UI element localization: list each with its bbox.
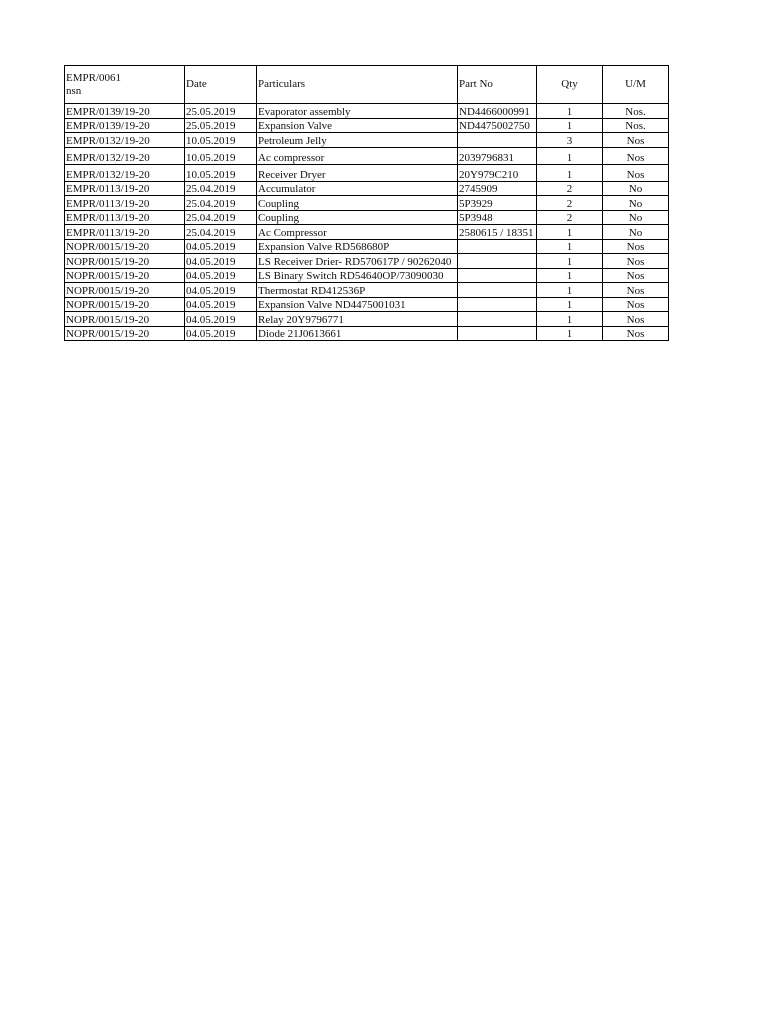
header-qty: Qty — [537, 66, 603, 104]
cell-particulars: Expansion Valve RD568680P — [257, 239, 458, 254]
cell-reference: EMPR/0113/19-20 — [65, 225, 185, 240]
cell-part-no: 5P3948 — [458, 210, 537, 225]
cell-qty: 1 — [537, 254, 603, 269]
table-row — [65, 133, 669, 148]
cell-qty: 2 — [537, 210, 603, 225]
cell-particulars: Ac compressor — [257, 147, 458, 164]
cell-date: 25.04.2019 — [185, 181, 257, 196]
cell-part-no — [458, 283, 537, 298]
cell-part-no: ND4466000991 — [458, 104, 537, 119]
cell-reference: EMPR/0113/19-20 — [65, 181, 185, 196]
cell-um: Nos. — [603, 118, 669, 133]
cell-qty: 1 — [537, 297, 603, 312]
cell-date: 25.04.2019 — [185, 196, 257, 211]
cell-particulars: Diode 21J0613661 — [257, 326, 458, 341]
header-um: U/M — [603, 66, 669, 104]
cell-date: 10.05.2019 — [185, 164, 257, 181]
cell-date: 04.05.2019 — [185, 283, 257, 298]
cell-um: Nos — [603, 312, 669, 327]
cell-reference: NOPR/0015/19-20 — [65, 283, 185, 298]
header-reference — [65, 66, 185, 104]
cell-part-no: 5P3929 — [458, 196, 537, 211]
table-row — [65, 225, 669, 240]
table-row — [65, 326, 669, 341]
cell-um: Nos — [603, 297, 669, 312]
table-header-row — [65, 66, 669, 104]
cell-date: 10.05.2019 — [185, 147, 257, 164]
table-row — [65, 118, 669, 133]
cell-date: 04.05.2019 — [185, 312, 257, 327]
table-row — [65, 254, 669, 269]
cell-particulars: Expansion Valve — [257, 118, 458, 133]
cell-um: No — [603, 181, 669, 196]
cell-part-no: 20Y979C210 — [458, 164, 537, 181]
cell-part-no: ND4475002750 — [458, 118, 537, 133]
table-row — [65, 312, 669, 327]
cell-um: Nos — [603, 239, 669, 254]
table-row — [65, 181, 669, 196]
table-row — [65, 147, 669, 164]
cell-um: No — [603, 210, 669, 225]
cell-reference: EMPR/0139/19-20 — [65, 118, 185, 133]
cell-reference: NOPR/0015/19-20 — [65, 297, 185, 312]
cell-qty: 1 — [537, 225, 603, 240]
cell-qty: 1 — [537, 283, 603, 298]
cell-reference: NOPR/0015/19-20 — [65, 326, 185, 341]
cell-date: 10.05.2019 — [185, 133, 257, 148]
parts-table — [64, 65, 669, 341]
cell-um: Nos — [603, 147, 669, 164]
cell-um: Nos — [603, 283, 669, 298]
cell-reference: EMPR/0139/19-20 — [65, 104, 185, 119]
cell-um: No — [603, 196, 669, 211]
cell-particulars: Ac Compressor — [257, 225, 458, 240]
header-particulars: Particulars — [257, 66, 458, 104]
cell-part-no: 2745909 — [458, 181, 537, 196]
cell-um: Nos — [603, 254, 669, 269]
cell-reference: EMPR/0132/19-20 — [65, 147, 185, 164]
cell-reference: NOPR/0015/19-20 — [65, 239, 185, 254]
cell-reference: EMPR/0132/19-20 — [65, 164, 185, 181]
cell-date: 25.04.2019 — [185, 225, 257, 240]
cell-particulars: Receiver Dryer — [257, 164, 458, 181]
cell-qty: 1 — [537, 164, 603, 181]
cell-particulars: Thermostat RD412536P — [257, 283, 458, 298]
cell-qty: 1 — [537, 239, 603, 254]
cell-date: 25.04.2019 — [185, 210, 257, 225]
cell-qty: 3 — [537, 133, 603, 148]
cell-particulars: LS Receiver Drier- RD570617P / 90262040 — [257, 254, 458, 269]
cell-qty: 1 — [537, 104, 603, 119]
cell-date: 25.05.2019 — [185, 118, 257, 133]
table-row — [65, 164, 669, 181]
header-date: Date — [185, 66, 257, 104]
cell-part-no — [458, 254, 537, 269]
cell-qty: 2 — [537, 181, 603, 196]
cell-particulars: Coupling — [257, 196, 458, 211]
cell-reference: EMPR/0132/19-20 — [65, 133, 185, 148]
cell-um: Nos — [603, 164, 669, 181]
cell-qty: 1 — [537, 268, 603, 283]
cell-reference: NOPR/0015/19-20 — [65, 254, 185, 269]
cell-um: No — [603, 225, 669, 240]
header-reference-line2: nsn — [66, 84, 82, 97]
cell-date: 25.05.2019 — [185, 104, 257, 119]
table-row — [65, 239, 669, 254]
cell-reference: EMPR/0113/19-20 — [65, 196, 185, 211]
cell-part-no — [458, 312, 537, 327]
table-row — [65, 268, 669, 283]
cell-part-no — [458, 268, 537, 283]
cell-qty: 2 — [537, 196, 603, 211]
cell-date: 04.05.2019 — [185, 297, 257, 312]
cell-particulars: Coupling — [257, 210, 458, 225]
cell-particulars: Relay 20Y9796771 — [257, 312, 458, 327]
cell-reference: NOPR/0015/19-20 — [65, 268, 185, 283]
cell-part-no — [458, 239, 537, 254]
table-row — [65, 210, 669, 225]
cell-part-no: 2039796831 — [458, 147, 537, 164]
cell-qty: 1 — [537, 147, 603, 164]
cell-qty: 1 — [537, 312, 603, 327]
cell-part-no — [458, 326, 537, 341]
cell-particulars: Accumulator — [257, 181, 458, 196]
header-part-no: Part No — [458, 66, 537, 104]
cell-part-no — [458, 133, 537, 148]
table-row — [65, 196, 669, 211]
table-row — [65, 297, 669, 312]
cell-date: 04.05.2019 — [185, 326, 257, 341]
cell-date: 04.05.2019 — [185, 254, 257, 269]
cell-particulars: Expansion Valve ND4475001031 — [257, 297, 458, 312]
cell-particulars: Petroleum Jelly — [257, 133, 458, 148]
cell-um: Nos — [603, 268, 669, 283]
cell-um: Nos. — [603, 104, 669, 119]
cell-particulars: LS Binary Switch RD54640OP/73090030 — [257, 268, 458, 283]
cell-qty: 1 — [537, 118, 603, 133]
table-row — [65, 283, 669, 298]
cell-reference: NOPR/0015/19-20 — [65, 312, 185, 327]
cell-part-no — [458, 297, 537, 312]
cell-um: Nos — [603, 133, 669, 148]
cell-qty: 1 — [537, 326, 603, 341]
header-reference-line1: EMPR/0061 — [66, 71, 122, 84]
table-body — [65, 104, 669, 341]
cell-particulars: Evaporator assembly — [257, 104, 458, 119]
table-row — [65, 104, 669, 119]
cell-part-no: 2580615 / 18351 — [458, 225, 537, 240]
cell-reference: EMPR/0113/19-20 — [65, 210, 185, 225]
cell-um: Nos — [603, 326, 669, 341]
cell-date: 04.05.2019 — [185, 268, 257, 283]
cell-date: 04.05.2019 — [185, 239, 257, 254]
